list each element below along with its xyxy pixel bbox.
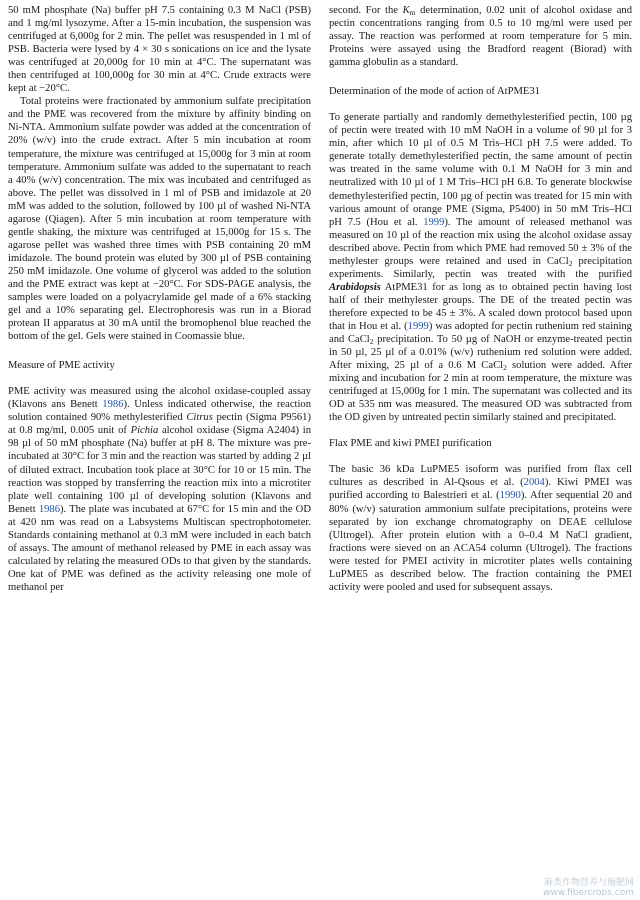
citation-link[interactable]: 1990 xyxy=(499,490,521,502)
section-heading-flax-pme: Flax PME and kiwi PMEI purification xyxy=(329,438,492,450)
paragraph: PME activity was measured using the alcohol oxidase-coupled assay (Klavons ans Benett 1986). Unless indicated otherwise, the reaction solution contained 90% methylesterified Citrus pectin (Sigma P9561) at 0.8 mg/ml, 0.005 unit of Pichia alcohol oxidase (Sigma A2404) in 98 µl of 50 mM phosphate (Na) buffer at pH 8. The mixture was pre-incubated at 30°C for 3 min and the reaction was started by adding 2 µl of diluted extract. Incubation took place at 30°C for 10 or 15 min. The reaction was stopped by transferring the reaction mix into a microtiter plate well containing 100 µl of developing solution (Klavons and Benett 1986). The plate was incubated at 67°C for 15 min and the OD at 420 nm was read on a Labsystems Multiscan spectrophotometer. Standards containing methanol at 0.3 mM were included in each batch of assays. The amount of methanol released by PME in each assay was calculated by relating the measured ODs to that given by the standards. One kat of PME was defined as the activity releasing one mole of methanol per xyxy=(8,386,311,593)
section-heading-mode-of-action: Determination of the mode of action of AtPME31 xyxy=(329,86,540,98)
paragraph: Total proteins were fractionated by ammonium sulfate precipitation and the PME was recovered from the mixture by affinity binding on Ni-NTA. Ammonium sulfate powder was added at the concentration of 20% (w/v) into the crude extract. After 5 min incubation at room temperature, the mixture was centrifuged at 15,000g for 3 min at room temperature. Ammonium sulfate was added to the supernatant to reach a 40% (w/v) concentration. The mix was incubated and centrifuged as above. The pellet was dissolved in 1 ml of PSB and imidazole at 20 mM was added to the solution, followed by 100 µl of washed Ni-NTA agarose (Qiagen). After 5 min incubation at room temperature with gentle shaking, the mixture was centrifuged at 15,000g for 15 s. The agarose pellet was washed three times with PSB containing 20 mM imidazole. The bound protein was eluted by 300 µl of PSB containing 250 mM imidazole. One volume of glycerol was added to the solution and the PME extract was kept at −20°C. For SDS-PAGE analysis, the samples were loaded on a polyacrylamide gel made of a 6% stacking gel and a 10% separating gel. Electrophoresis was run in a Biorad protean II apparatus at 30 mA until the bromophenol blue reached the bottom of the gel. Gels were stained in Coomassie blue. xyxy=(8,96,311,343)
paragraph: second. For the $K_m$ determination, 0.02 unit of alcohol oxidase and pectin concentrations ranging from 0.5 to 10 mg/ml were used per assay. The reaction was performed at room temperature for 5 min. Proteins were assayed using the Bradford reagent (Biorad) with gamma globulin as a standard. xyxy=(329,5,632,69)
watermark-url: www.fibercrops.com xyxy=(543,888,634,898)
citation-link[interactable]: 2004 xyxy=(523,477,545,489)
paragraph: The basic 36 kDa LuPME5 isoform was purified from flax cell cultures as described in Al-Qsous et al. (2004). Kiwi PMEI was purified according to Balestrieri et al. (1990). After sequential 20 and 80% (w/v) saturation ammonium sulfate precipitations, proteins were separated by ion exchange chromatography on DEAE cellulose (Ultrogel). After protein elution with a 0–0.4 M NaCl gradient, fractions were sieved on an ACA54 column (Ultrogel). The fractions were tested for PMEI activity in microtiter plates wells containing LuPME5 as described below. The fraction containing the PMEI activity were pooled and used for subsequent assays. xyxy=(329,464,632,593)
watermark xyxy=(543,878,634,898)
watermark-title: 麻类作物营养与施肥网 xyxy=(543,878,634,888)
paragraph: To generate partially and randomly demethylesterified pectin, 100 µg of pectin were treated with 10 mM NaOH in a volume of 90 µl for 3 min, after which 10 µl of 0.5 M Tris–HCl pH 7.5 were added. To generate totally demethylesterified pectin, the same amount of pectin was treated in the same volume with 0.1 M NaOH for 3 min and neutralized with 10 µl of 1 M Tris–HCl pH 6.8. To generate blockwise demethylesterified pectin, 100 µg of pectin was treated for 15 min with various amount of orange PME (Sigma, P5400) in 50 mM Tris–HCl pH 7.5 (Hou et al. 1999). The amount of released methanol was measured on 10 µl of the reaction mix using the alcohol oxidase assay described above. Pectin from which PME had removed 50 ± 3% of the methylester groups were retained and used in CaCl$_2$ precipitation experiments. Similarly, pectin was treated with the purified Arabidopsis AtPME31 for as long as to obtained pectin having lost half of their methylester groups. The DE of the treated pectin was therefore expected to be 45 ± 3%. A scaled down protocol based upon that in Hou et al. (1999) was adopted for pectin ruthenium red staining and CaCl$_2$ precipitation. To 50 µg of NaOH or enzyme-treated pectin in 50 µl, 25 µl of a 0.01% (w/v) ruthenium red solution were added. After mixing, 25 µl of a 0.6 M CaCl$_2$ solution were added. After mixing and incubation for 2 min at room temperature, the mixture was centrifuged at 15,000g for 1 min. The supernatant was collected and its OD at 535 nm was measured. The measured OD was subtracted from the OD given by untreated pectin similarly stained and precipitated. xyxy=(329,112,633,424)
left-column xyxy=(8,4,311,900)
citation-link[interactable]: 1999 xyxy=(407,320,429,332)
citation-link[interactable]: 1986 xyxy=(38,503,60,515)
right-column xyxy=(329,4,632,900)
paragraph: 50 mM phosphate (Na) buffer pH 7.5 containing 0.3 M NaCl (PSB) and 1 mg/ml lysozyme. After a 15-min incubation, the suspension was centrifuged at 6,000g for 2 min. The pellet was resuspended in 1 ml of PSB. Bacteria were lysed by 4 × 30 s sonications on ice and the lysate was centrifuged at 20,000g for 10 min at 4°C. The supernatant was then centrifuged at 100,000g for 30 min at 4°C. Crude extracts were kept at −20°C. xyxy=(8,5,311,95)
citation-link[interactable]: 1986 xyxy=(102,399,124,411)
section-heading-pme-activity: Measure of PME activity xyxy=(8,360,115,372)
citation-link[interactable]: 1999 xyxy=(423,216,445,228)
